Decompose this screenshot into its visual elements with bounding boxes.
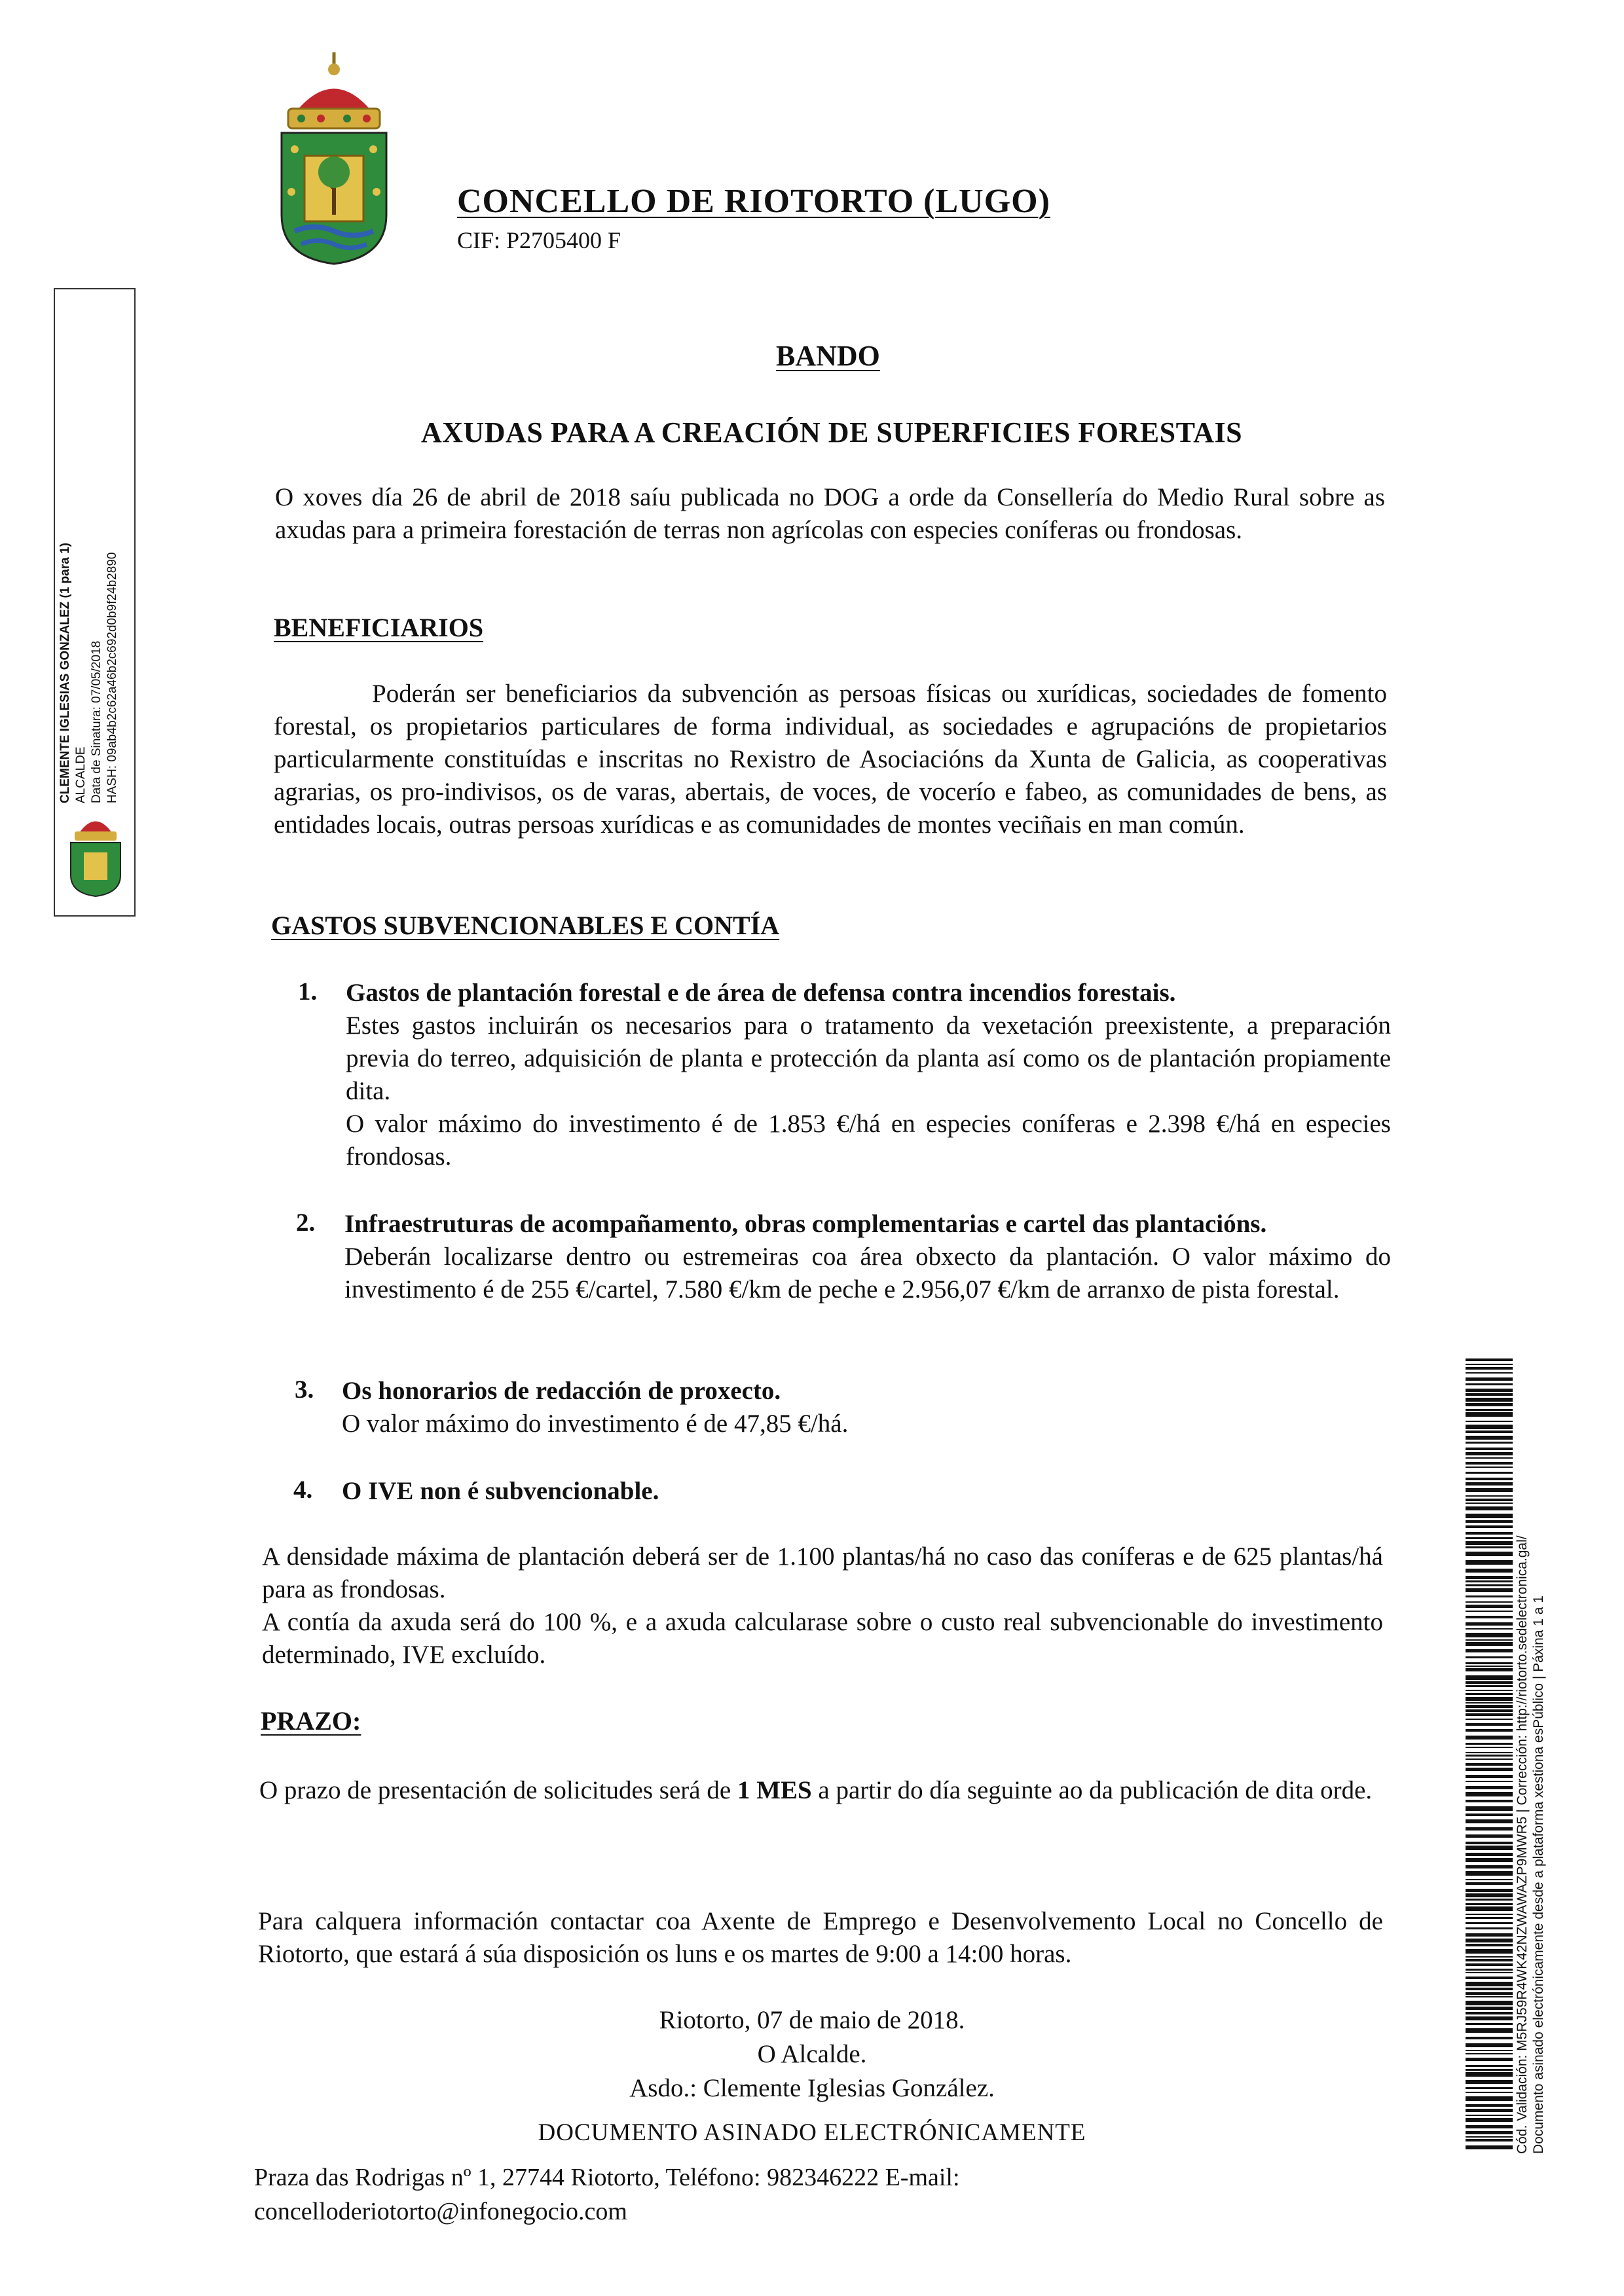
validation-platform: Documento asinado electrónicamente desde a plataforma xestiona esPúblico | Páxina 1 a 1 [1531, 1595, 1546, 2154]
electronic-signature-note: DOCUMENTO ASINADO ELECTRÓNICAMENTE [538, 2119, 1086, 2146]
municipal-coat-of-arms [268, 51, 399, 267]
organization-cif: CIF: P2705400 F [457, 227, 621, 253]
signature-name: Asdo.: Clemente Iglesias González. [629, 2074, 995, 2102]
stamp-hash: HASH: 09ab4b2c62a46b2c692d0b9f24b2890 [105, 552, 119, 803]
organization-name: CONCELLO DE RIOTORTO (LUGO) [457, 183, 1050, 220]
item-1-text: Estes gastos incluirán os necesarios para o tratamento da vexetación preexistente, a preparación previa do terreo, adquisición de planta e protección da planta así como os de plantación propiamente dita. [346, 1011, 1391, 1105]
stamp-crest-icon [62, 807, 130, 898]
validation-barcode [1466, 1358, 1513, 2154]
item-3-text: O valor máximo do investimento é de 47,85 €/há. [342, 1410, 849, 1438]
info-paragraph: Para calquera información contactar coa Axente de Emprego e Desenvolvemento Local no Concello de Riotorto, que estará á súa disposición os luns e os martes de 9:00 a 14:00 horas. [258, 1907, 1383, 1968]
validation-text [1514, 1447, 1566, 2154]
densidade-paragraph: A densidade máxima de plantación deberá ser de 1.100 plantas/há no caso das coníferas e de 625 plantas/há para as frondosas. [262, 1542, 1383, 1603]
stamp-role: ALCALDE [74, 746, 88, 803]
beneficiarios-heading: BENEFICIARIOS [274, 613, 484, 642]
stamp-signer: CLEMENTE IGLESIAS GONZALEZ (1 para 1) [58, 543, 72, 803]
signature-place-date: Riotorto, 07 de maio de 2018. [659, 2006, 965, 2034]
signature-role: O Alcalde. [757, 2040, 867, 2068]
item-1-title: Gastos de plantación forestal e de área de defensa contra incendios forestais. [346, 979, 1176, 1007]
prazo-highlight: 1 MES [737, 1776, 812, 1804]
signature-block [0, 2003, 1624, 2105]
intro-paragraph: O xoves día 26 de abril de 2018 saíu publicada no DOG a orde da Consellería do Medio Rural sobre as axudas para a primeira forestación de terras non agrícolas con especies coníferas ou frondosas. [275, 483, 1385, 544]
item-2-title: Infraestruturas de acompañamento, obras complementarias e cartel das plantacións. [344, 1210, 1267, 1238]
item-2-number: 2. [296, 1209, 316, 1237]
prazo-text-start: O prazo de presentación de solicitudes será de [259, 1776, 737, 1804]
stamp-date: Data de Sinatura: 07/05/2018 [90, 640, 103, 803]
item-3-number: 3. [295, 1376, 314, 1404]
stamp-text [58, 404, 135, 803]
prazo-text [259, 1774, 1383, 1807]
item-4-number: 4. [293, 1476, 313, 1504]
item-3-title: Os honorarios de redacción de proxecto. [342, 1377, 781, 1405]
document-title: AXUDAS PARA A CREACIÓN DE SUPERFICIES FORESTAIS [420, 416, 1243, 448]
prazo-text-end: a partir do día seguinte ao da publicación de dita orde. [811, 1776, 1373, 1804]
signature-stamp [54, 288, 136, 917]
footer-address: Praza das Rodrigas nº 1, 27744 Riotorto, Teléfono: 982346222 E-mail: concelloderiotorto@infonegocio.com [254, 2164, 960, 2225]
gastos-heading: GASTOS SUBVENCIONABLES E CONTÍA [271, 911, 780, 940]
item-1-value: O valor máximo do investimento é de 1.853 €/há en especies coníferas e 2.398 €/há en especies frondosas. [346, 1110, 1391, 1171]
contia-paragraph: A contía da axuda será do 100 %, e a axuda calcularase sobre o custo real subvencionable do investimento determinado, IVE excluído. [262, 1608, 1383, 1669]
item-1-number: 1. [298, 977, 318, 1006]
item-2-text: Deberán localizarse dentro ou estremeiras coa área obxecto da plantación. O valor máximo do investimento é de 255 €/cartel, 7.580 €/km de peche e 2.956,07 €/km de arranxo de pista forestal. [344, 1243, 1391, 1303]
validation-code: Cód. Validación: M5RJ59R4WK42NZWAWAZP9MWR5 | Corrección: http://riotorto.sedelectronica.gal/ [1515, 1535, 1530, 2154]
beneficiarios-text: Poderán ser beneficiarios da subvención as persoas físicas ou xurídicas, sociedades de fomento forestal, os propietarios particulares de forma individual, as sociedades e agrupacións de propietarios particularmente constituídas e inscritas no Rexistro de Asociacións da Xunta de Galicia, as cooperativas agrarias, os pro-indivisos, os de varas, abertais, de voces, de vocerío e fabeo, as comunidades de bens, as entidades locais, outras persoas xurídicas e as comunidades de montes veciñais en man común. [274, 680, 1387, 839]
item-4-title: O IVE non é subvencionable. [342, 1477, 659, 1505]
prazo-heading: PRAZO: [261, 1706, 361, 1736]
bando-heading: BANDO [776, 340, 880, 372]
